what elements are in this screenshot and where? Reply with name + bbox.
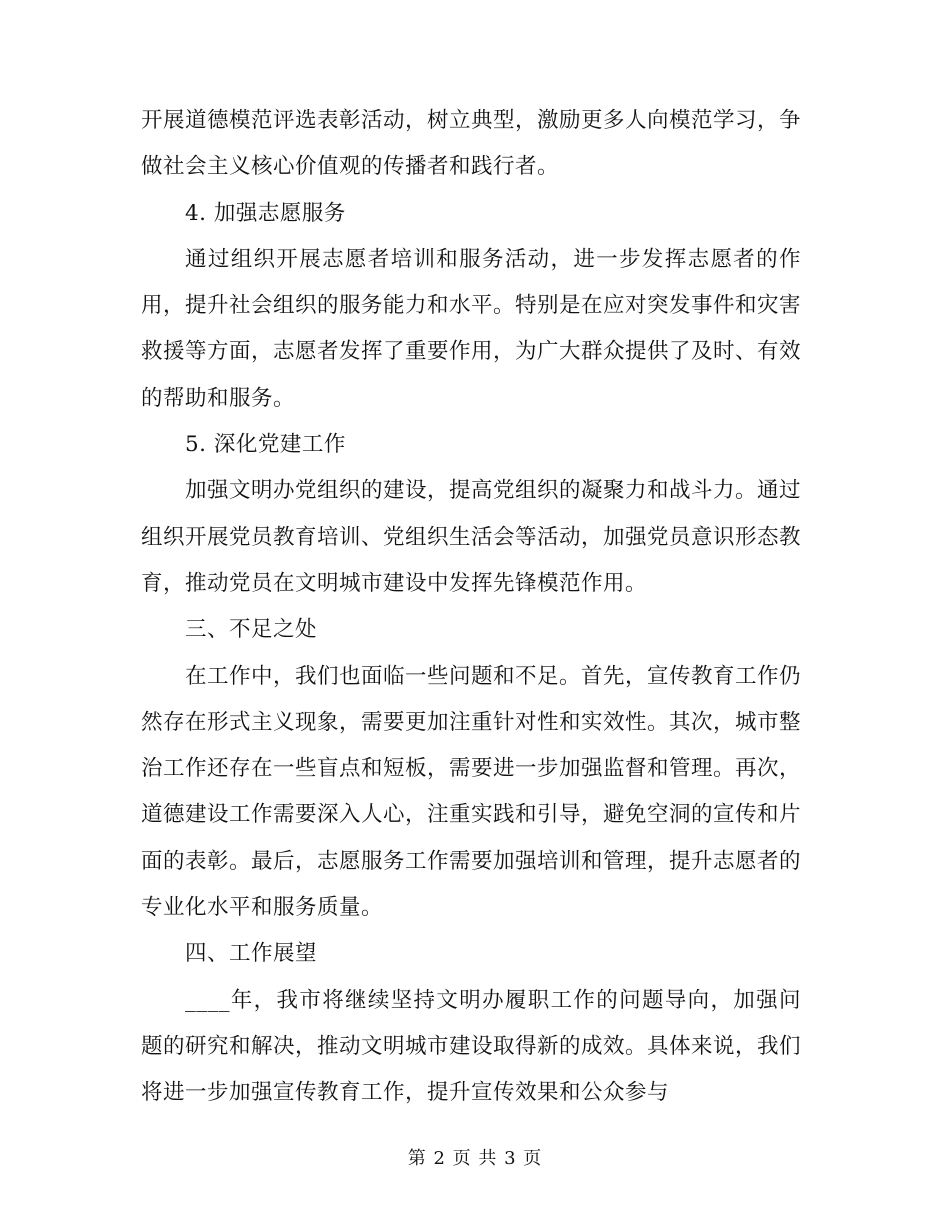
- paragraph-shortcomings: 在工作中，我们也面临一些问题和不足。首先，宣传教育工作仍然存在形式主义现象，需要更加注重针对性和实效性。其次，城市整治工作还存在一些盲点和短板，需要进一步加强监督和管理。再次，道德建设工作需要深入人心，注重实践和引导，避免空洞的宣传和片面的表彰。最后，志愿服务工作需要加强培训和管理，提升志愿者的专业化水平和服务质量。: [141, 663, 802, 921]
- page-number-footer: 第 2 页 共 3 页: [407, 1148, 543, 1169]
- paragraph-outlook: ____年，我市将继续坚持文明办履职工作的问题导向，加强问题的研究和解决，推动文明城市建设取得新的成效。具体来说，我们将进一步加强宣传教育工作，提升宣传效果和公众参与: [141, 987, 802, 1106]
- document-body: [141, 98, 801, 1117]
- section-heading-volunteer-service: 4. 加强志愿服务: [185, 200, 346, 226]
- section-heading-outlook: 四、工作展望: [185, 941, 318, 967]
- section-heading-party-building: 5. 深化党建工作: [185, 432, 346, 458]
- paragraph-volunteer-service: 通过组织开展志愿者培训和服务活动，进一步发挥志愿者的作用，提升社会组织的服务能力和水平。特别是在应对突发事件和灾害救援等方面，志愿者发挥了重要作用，为广大群众提供了及时、有效的帮助和服务。: [141, 246, 802, 411]
- paragraph-continuation: 开展道德模范评选表彰活动，树立典型，激励更多人向模范学习，争做社会主义核心价值观的传播者和践行者。: [141, 108, 802, 180]
- section-heading-shortcomings: 三、不足之处: [185, 617, 318, 643]
- paragraph-party-building: 加强文明办党组织的建设，提高党组织的凝聚力和战斗力。通过组织开展党员教育培训、党组织生活会等活动，加强党员意识形态教育，推动党员在文明城市建设中发挥先锋模范作用。: [141, 478, 802, 596]
